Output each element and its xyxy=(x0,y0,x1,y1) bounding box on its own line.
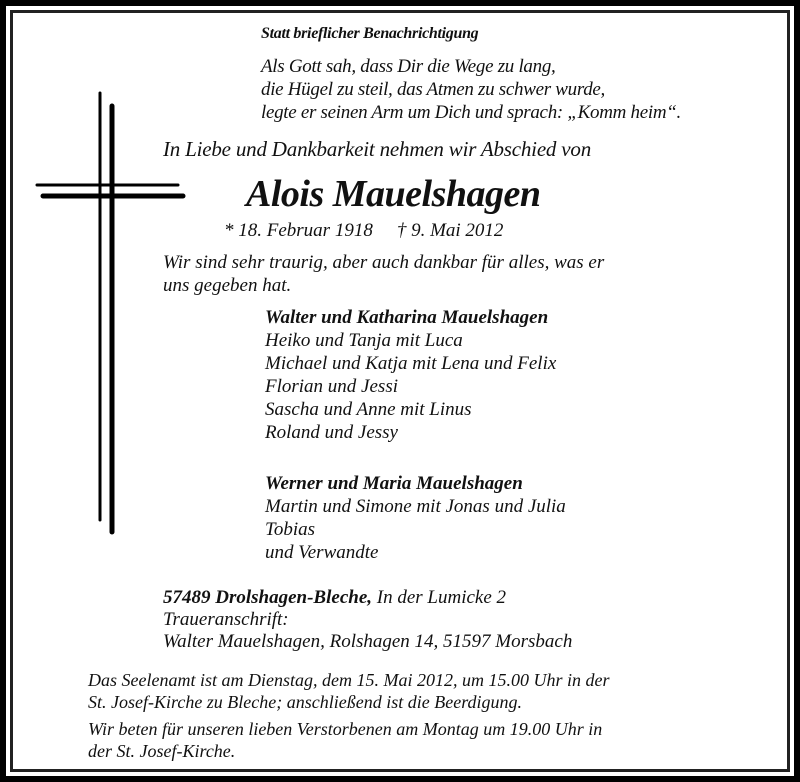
birth-date: * 18. Februar 1918 xyxy=(224,220,373,241)
poem-line: legte er seinen Arm um Dich und sprach: „Komm heim“. xyxy=(261,102,681,123)
family-member: Florian und Jessi xyxy=(265,376,398,397)
deceased-name: Alois Mauelshagen xyxy=(246,173,541,215)
family-group xyxy=(265,472,566,564)
prayer-line: der St. Josef-Kirche. xyxy=(88,741,236,761)
service-line: Das Seelenamt ist am Dienstag, dem 15. Mai 2012, um 15.00 Uhr in der xyxy=(88,670,610,690)
family-member: und Verwandte xyxy=(265,542,379,563)
thanks-line: Wir sind sehr traurig, aber auch dankbar für alles, was er xyxy=(163,252,605,273)
poem-line: die Hügel zu steil, das Atmen zu schwer wurde, xyxy=(261,79,606,100)
family-member: Michael und Katja mit Lena und Felix xyxy=(265,353,557,374)
family-member: Roland und Jessy xyxy=(265,422,398,443)
family-member: Heiko und Tanja mit Luca xyxy=(265,330,463,351)
farewell-intro: In Liebe und Dankbarkeit nehmen wir Abschied von xyxy=(163,137,592,161)
mourning-address: Walter Mauelshagen, Rolshagen 14, 51597 Morsbach xyxy=(163,631,573,652)
service-line: St. Josef-Kirche zu Bleche; anschließend ist die Beerdigung. xyxy=(88,692,523,712)
residence-city: 57489 Drolshagen-Bleche, xyxy=(163,587,372,608)
header-note: Statt brieflicher Benachrichtigung xyxy=(261,25,479,42)
death-date: † 9. Mai 2012 xyxy=(396,220,504,241)
family-head: Werner und Maria Mauelshagen xyxy=(265,473,523,494)
prayer-info xyxy=(88,718,602,762)
obituary-notice xyxy=(10,10,790,772)
notice-outer-frame xyxy=(6,6,794,776)
address-block xyxy=(163,587,572,653)
thanks-line: uns gegeben hat. xyxy=(163,275,292,296)
service-info xyxy=(88,669,609,713)
family-member: Sascha und Anne mit Linus xyxy=(265,399,472,420)
life-dates xyxy=(224,220,503,242)
prayer-line: Wir beten für unseren lieben Verstorbenen am Montag um 19.00 Uhr in xyxy=(88,719,603,739)
residence-line xyxy=(163,587,572,609)
family-group xyxy=(265,306,556,444)
residence-street: In der Lumicke 2 xyxy=(376,587,507,608)
family-head: Walter und Katharina Mauelshagen xyxy=(265,307,549,328)
family-member: Martin und Simone mit Jonas und Julia xyxy=(265,496,566,517)
mourning-address-label: Traueranschrift: xyxy=(163,609,289,630)
poem-line: Als Gott sah, dass Dir die Wege zu lang, xyxy=(261,56,556,77)
thanks-text xyxy=(163,251,604,297)
family-member: Tobias xyxy=(265,519,315,540)
poem xyxy=(261,55,681,124)
